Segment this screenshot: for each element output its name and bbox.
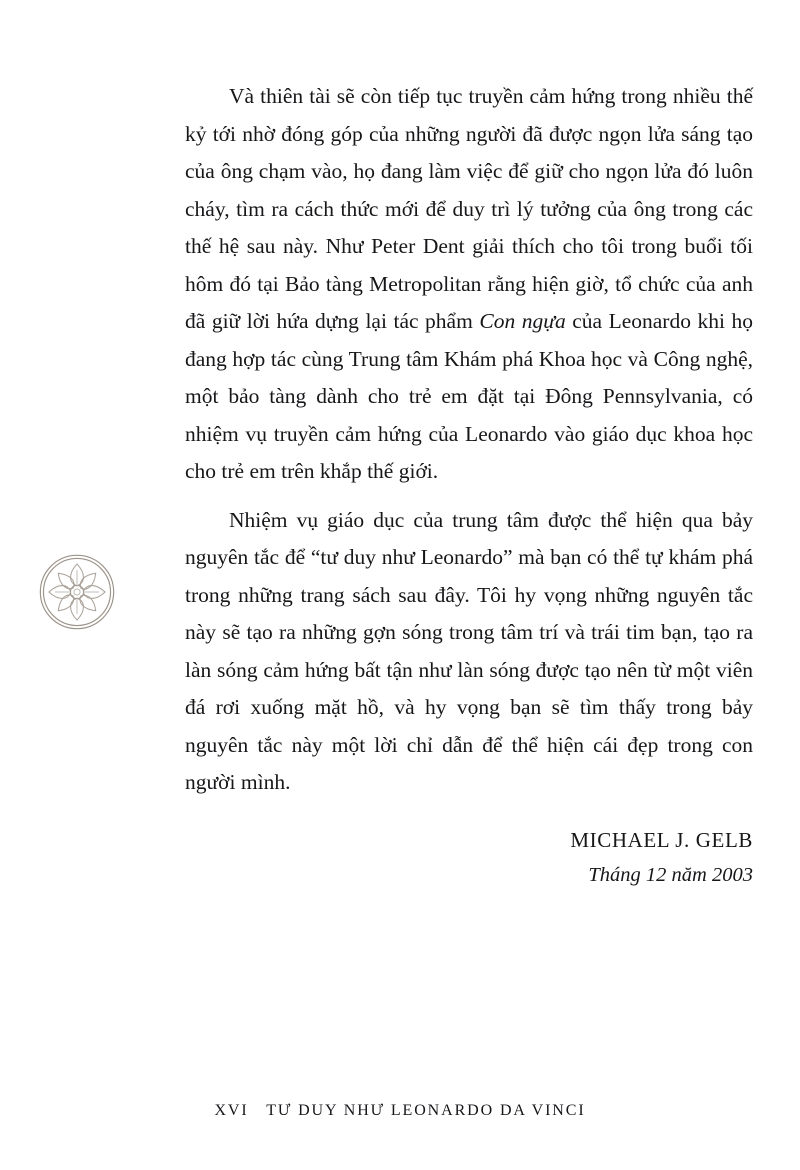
text-run: Và thiên tài sẽ còn tiếp tục truyền cảm hứng trong nhiều thế kỷ tới nhờ đóng góp của những người đã được ngọn lửa sáng tạo của ông chạm vào, họ đang làm việc để giữ cho ngọn lửa đó luôn cháy, tìm ra cách thức mới để duy trì lý tưởng của ông trong các thế hệ sau này. Như Peter Dent giải thích cho tôi trong buổi tối hôm đó tại Bảo tàng Metropolitan rằng hiện giờ, tổ chức của anh đã giữ lời hứa dựng lại tác phẩm bbox=[185, 84, 753, 333]
paragraph-2 bbox=[185, 502, 753, 802]
page-number: XVI bbox=[214, 1102, 249, 1119]
text-run: Nhiệm vụ giáo dục của trung tâm được thể hiện qua bảy nguyên tắc để “tư duy như Leonardo” mà bạn có thể tự khám phá trong những trang sách sau đây. Tôi hy vọng những nguyên tắc này sẽ tạo ra những gợn sóng trong tâm trí và trái tim bạn, tạo ra làn sóng cảm hứng bất tận như làn sóng được tạo nên từ một viên đá rơi xuống mặt hồ, và hy vọng bạn sẽ tìm thấy trong bảy nguyên tắc này một lời chỉ dẫn để thể hiện cái đẹp trong con người mình. bbox=[185, 507, 753, 794]
page-footer bbox=[0, 1102, 800, 1120]
italic-run: Con ngựa bbox=[479, 309, 566, 333]
author-signature: MICHAEL J. GELB bbox=[570, 827, 753, 852]
paragraph-1 bbox=[185, 78, 753, 491]
text-run: của Leonardo khi họ đang hợp tác cùng Trung tâm Khám phá Khoa học và Công nghệ, một bảo tàng dành cho trẻ em đặt tại Đông Pennsylvania, có nhiệm vụ truyền cảm hứng của Leonardo vào giáo dục khoa học cho trẻ em trên khắp thế giới. bbox=[185, 309, 753, 483]
body-text-column bbox=[185, 78, 753, 887]
signature-date: Tháng 12 năm 2003 bbox=[588, 863, 753, 886]
floral-rosette-ornament bbox=[38, 553, 116, 631]
running-title: TƯ DUY NHƯ LEONARDO DA VINCI bbox=[266, 1102, 586, 1119]
